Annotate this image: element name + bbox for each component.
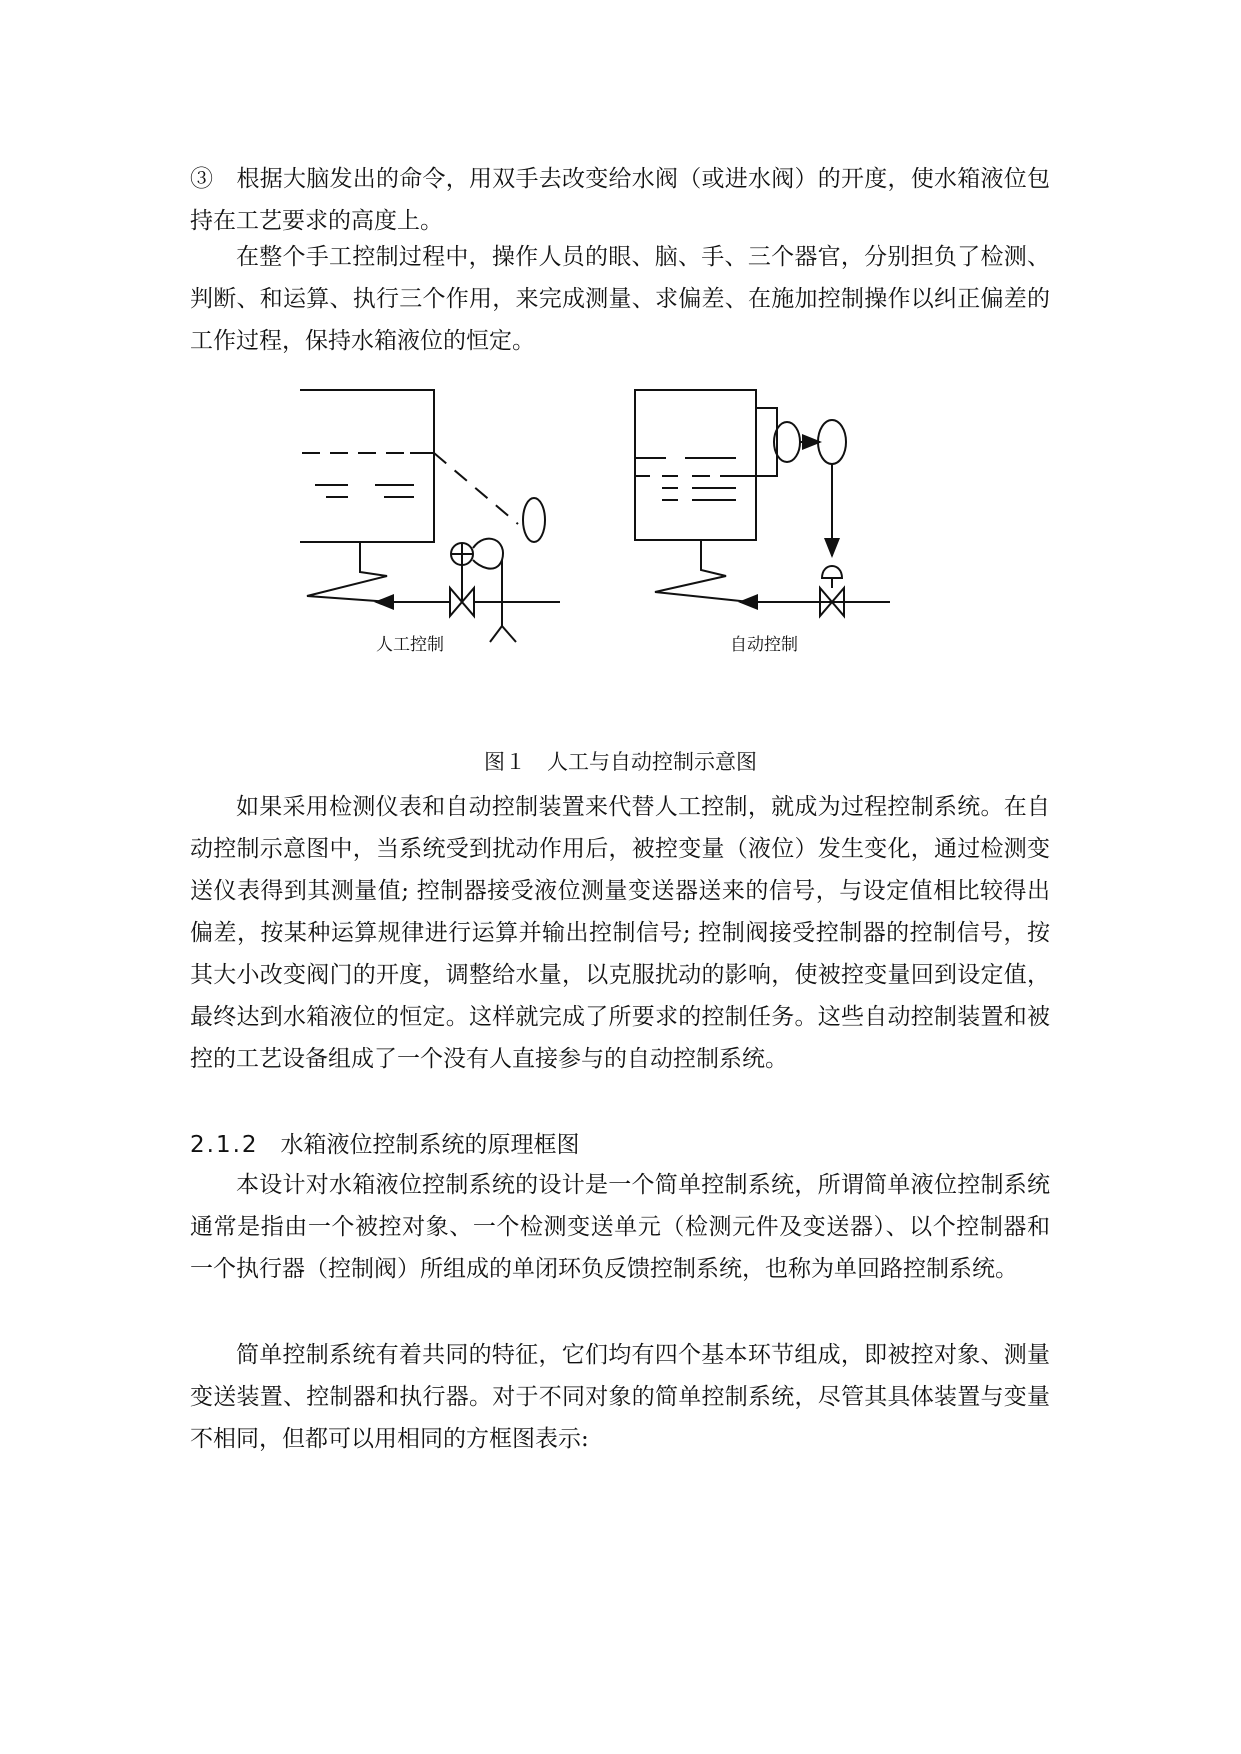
section-number: 2.1.2 xyxy=(190,1132,259,1158)
paragraph-step-3: ③ 根据大脑发出的命令，用双手去改变给水阀（或进水阀）的开度，使水箱液位包持在工艺要求的高度上。 xyxy=(190,166,1050,234)
figure-caption: 图１ 人工与自动控制示意图 xyxy=(484,750,757,774)
operator-arm xyxy=(473,539,503,569)
controller-icon xyxy=(818,420,846,464)
manual-tank xyxy=(300,390,434,542)
auto-outlet-pipe xyxy=(655,540,750,602)
paragraph-common-features: 简单控制系统有着共同的特征，它们均有四个基本环节组成，即被控对象、测量变送装置、控制器和执行器。对于不同对象的简单控制系统，尽管其具体装置与变量不相同，但都可以用相同的方框图表示: xyxy=(190,1342,1050,1452)
manual-control-diagram xyxy=(300,390,560,642)
section-heading xyxy=(190,1126,580,1159)
valve-actuator-icon xyxy=(822,566,842,578)
paragraph-manual-control: 在整个手工控制过程中，操作人员的眼、脑、手、三个器官，分别担负了检测、判断、和运算、执行三个作用，来完成测量、求偏差、在施加控制操作以纠正偏差的工作过程，保持水箱液位的恒定。 xyxy=(190,244,1050,354)
automatic-control-diagram xyxy=(635,390,890,616)
paragraph-simple-control: 本设计对水箱液位控制系统的设计是一个简单控制系统，所谓简单液位控制系统通常是指由一个被控对象、一个检测变送单元（检测元件及变送器）、以个控制器和一个执行器（控制阀）所组成的单闭环负反馈控制系统，也称为单回路控制系统。 xyxy=(190,1172,1050,1282)
automatic-control-label: 自动控制 xyxy=(730,635,798,655)
manual-outlet-pipe xyxy=(307,542,390,602)
auto-tank xyxy=(635,390,756,540)
manual-sightline xyxy=(434,453,518,524)
manual-control-label: 人工控制 xyxy=(376,635,444,655)
auto-water-level xyxy=(635,458,756,500)
paragraph-process-control: 如果采用检测仪表和自动控制装置来代替人工控制，就成为过程控制系统。在自动控制示意图中，当系统受到扰动作用后，被控变量（液位）发生变化，通过检测变送仪表得到其测量值; 控制器接受液位测量变送器送来的信号，与设定值相比较得出偏差，按某种运算规律进行运算并输出控制信号; 控制阀接受控制器的控制信号，按其大小改变阀门的开度，调整给水量，以克服扰动的影响，使被控变量回到设定值，最终达到水箱液位的恒定。这样就完成了所要求的控制任务。这些自动控制装置和被控的工艺设备组成了一个没有人直接参与的自动控制系统。 xyxy=(190,794,1050,1072)
manual-water-level xyxy=(302,453,434,497)
section-title: 水箱液位控制系统的原理框图 xyxy=(280,1132,580,1158)
operator-head-icon xyxy=(523,498,545,542)
control-diagram-figure xyxy=(290,380,990,680)
